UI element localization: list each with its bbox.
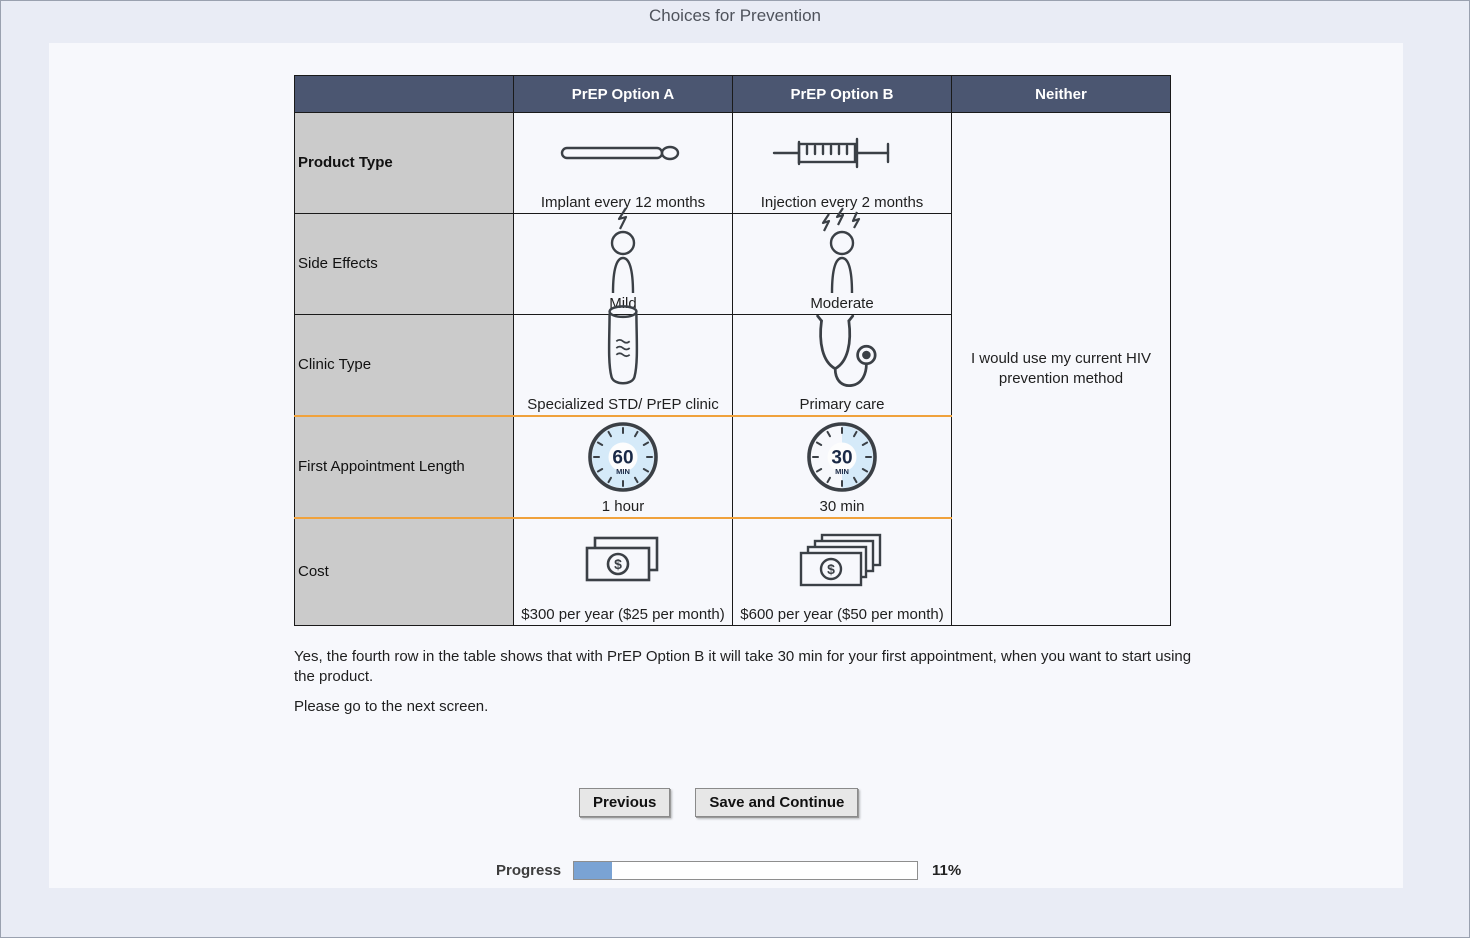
instruction-paragraph: Yes, the fourth row in the table shows that with PrEP Option B it will take 30 min for your first appointment, when you want to start using the product. [294,648,1192,685]
svg-text:$: $ [827,561,835,577]
cell-first-appointment-a [514,416,733,518]
clock-60min-icon [585,419,661,495]
money-single-icon [581,535,665,589]
progress-bar [573,861,918,880]
row-label-first-appointment: First Appointment Length [295,416,514,518]
syringe-icon [772,131,912,175]
progress-row [496,861,961,880]
progress-percent: 11% [932,862,962,879]
caption-side-effects-a: Mild [609,295,637,312]
cell-cost-b [733,518,952,626]
caption-clinic-type-b: Primary care [799,396,885,413]
condom-icon [596,303,650,395]
caption-clinic-type-a: Specialized STD/ PrEP clinic [527,396,719,413]
cell-clinic-type-b [733,315,952,417]
svg-text:30: 30 [831,447,853,469]
money-stack-icon [796,533,888,591]
save-and-continue-button[interactable]: Save and Continue [695,788,858,817]
person-one-bolt-icon [593,206,653,294]
row-label-product-type: Product Type [295,113,514,214]
svg-text:$: $ [614,556,622,572]
caption-cost-b: $600 per year ($50 per month) [740,606,944,623]
options-table [294,75,1171,626]
cell-cost-a [514,518,733,626]
row-label-clinic-type: Clinic Type [295,315,514,417]
caption-product-b: Injection every 2 months [760,194,924,211]
page-title: Choices for Prevention [649,6,821,25]
row-label-cost: Cost [295,518,514,626]
caption-first-appointment-b: 30 min [819,498,865,515]
button-row [579,788,858,817]
neither-cell [952,113,1171,626]
neither-text: I would use my current HIV prevention method [970,350,1152,387]
progress-fill [574,862,612,879]
caption-first-appointment-a: 1 hour [601,498,645,515]
cell-side-effects-b [733,214,952,315]
header-option-b: PrEP Option B [733,76,952,113]
svg-text:60: 60 [612,447,634,469]
header-option-a: PrEP Option A [514,76,733,113]
cell-side-effects-a [514,214,733,315]
cell-product-type-a [514,113,733,214]
svg-text:MIN: MIN [616,467,630,476]
table-header-row [295,76,1171,113]
header-neither: Neither [952,76,1171,113]
person-three-bolts-icon [812,206,872,294]
content-panel [49,43,1403,888]
clock-30min-icon [804,419,880,495]
header-empty-cell [295,76,514,113]
caption-side-effects-b: Moderate [810,295,874,312]
cell-clinic-type-a [514,315,733,417]
row-label-side-effects: Side Effects [295,214,514,315]
next-screen-paragraph: Please go to the next screen. [294,698,489,715]
cell-product-type-b [733,113,952,214]
stethoscope-icon [803,315,881,395]
previous-button[interactable]: Previous [579,788,670,817]
caption-product-a: Implant every 12 months [540,194,706,211]
caption-cost-a: $300 per year ($25 per month) [521,606,725,623]
progress-label: Progress [496,862,562,879]
implant-icon [559,140,687,166]
table-row-product-type [295,113,1171,214]
cell-first-appointment-b [733,416,952,518]
svg-text:MIN: MIN [835,467,849,476]
